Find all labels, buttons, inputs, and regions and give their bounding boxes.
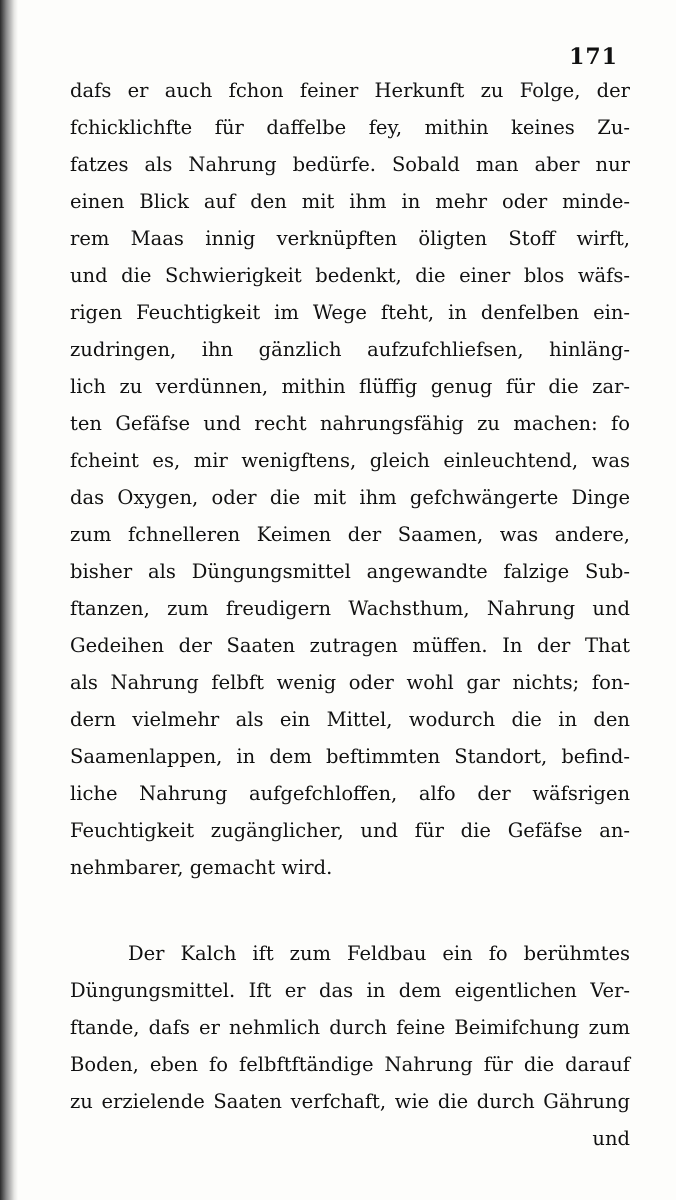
text-line: fatzes als Nahrung bedürfe. Sobald man aber nur <box>70 153 630 176</box>
text-line: und die Schwierigkeit bedenkt, die einer blos wäfs- <box>70 264 630 287</box>
text-line: Saamenlappen, in dem beftimmten Standort, befind- <box>70 745 630 768</box>
text-line: nehmbarer, gemacht wird. <box>70 856 333 879</box>
text-line: liche Nahrung aufgefchloffen, alfo der wäfsrigen <box>70 782 630 805</box>
text-line: lich zu verdünnen, mithin flüffig genug für die zar- <box>70 375 630 398</box>
text-line: Boden, eben fo felbftftändige Nahrung für die darauf <box>70 1053 630 1076</box>
text-line: einen Blick auf den mit ihm in mehr oder minde- <box>70 190 630 213</box>
text-line: ten Gefäfse und recht nahrungsfähig zu machen: fo <box>70 412 630 435</box>
text-line: dafs er auch fchon feiner Herkunft zu Folge, der <box>70 79 630 102</box>
text-line: als Nahrung felbft wenig oder wohl gar nichts; fon- <box>70 671 630 694</box>
page-edge-shadow <box>0 0 18 1200</box>
text-line: bisher als Düngungsmittel angewandte falzige Sub- <box>70 560 630 583</box>
text-line: dern vielmehr als ein Mittel, wodurch die in den <box>70 708 630 731</box>
text-line: rem Maas innig verknüpften öligten Stoff wirft, <box>70 227 630 250</box>
text-line: Gedeihen der Saaten zutragen müffen. In der That <box>70 634 630 657</box>
text-line: ftanzen, zum freudigern Wachsthum, Nahrung und <box>70 597 630 620</box>
text-line: das Oxygen, oder die mit ihm gefchwängerte Dinge <box>70 486 630 509</box>
text-line: fcheint es, mir wenigftens, gleich einleuchtend, was <box>70 449 630 472</box>
page-number: 171 <box>569 44 618 70</box>
catchword: und <box>592 1127 630 1150</box>
text-line: rigen Feuchtigkeit im Wege fteht, in denfelben ein- <box>70 301 630 324</box>
text-line: Feuchtigkeit zugänglicher, und für die Gefäfse an- <box>70 819 630 842</box>
text-line: fchicklichfte für daffelbe fey, mithin keines Zu- <box>70 116 630 139</box>
text-line: Der Kalch ift zum Feldbau ein fo berühmtes <box>128 942 630 965</box>
text-line: ftande, dafs er nehmlich durch feine Beimifchung zum <box>70 1016 630 1039</box>
text-line: zum fchnelleren Keimen der Saamen, was andere, <box>70 523 630 546</box>
text-line: zudringen, ihn gänzlich aufzufchliefsen, hinläng- <box>70 338 630 361</box>
text-line: zu erzielende Saaten verfchaft, wie die durch Gährung <box>70 1090 630 1113</box>
text-line: Düngungsmittel. Ift er das in dem eigentlichen Ver- <box>70 979 630 1002</box>
